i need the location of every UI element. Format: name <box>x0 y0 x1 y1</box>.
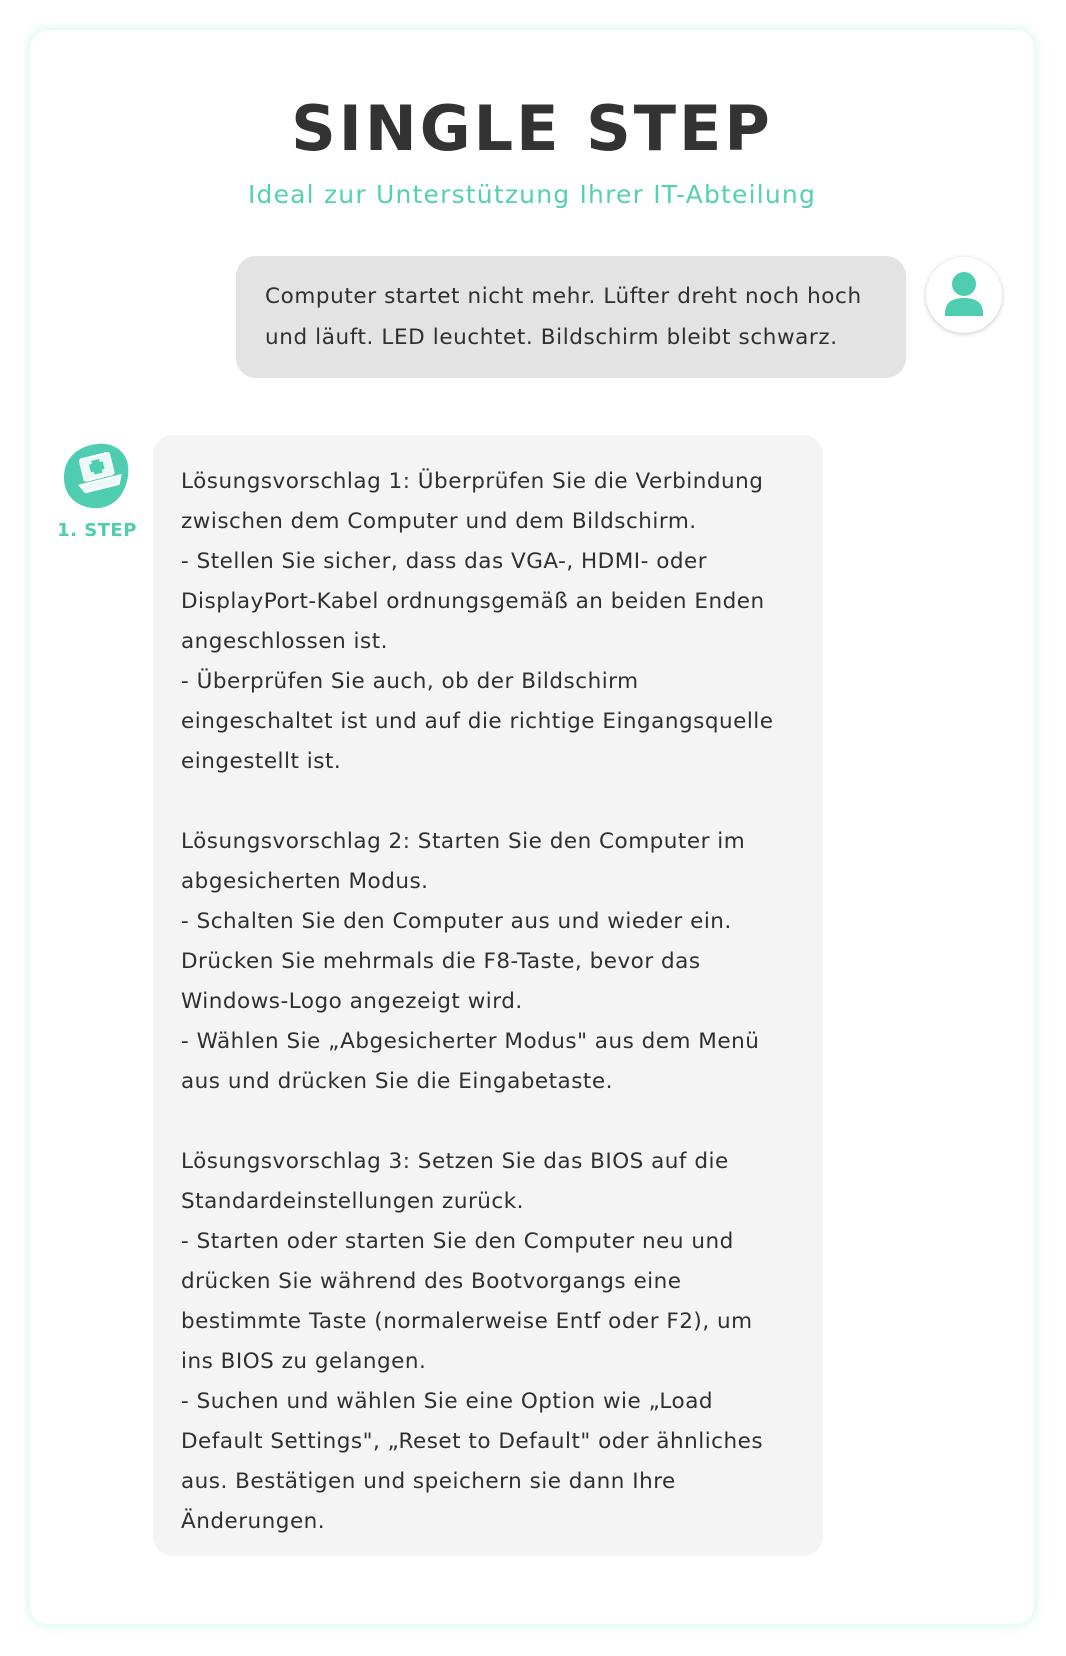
chat-card <box>30 30 1034 1624</box>
page-subtitle: Ideal zur Unterstützung Ihrer IT-Abteilung <box>247 180 817 209</box>
page-title: SINGLE STEP <box>291 92 773 165</box>
step-label: 1. STEP <box>57 520 137 541</box>
user-avatar <box>926 257 1002 333</box>
user-silhouette-icon <box>926 257 1002 333</box>
bot-message-bubble: Lösungsvorschlag 1: Überprüfen Sie die Verbindung zwischen dem Computer und dem Bildschirm. - Stellen Sie sicher, dass das VGA-, HDMI- oder DisplayPort-Kabel ordnungsgemäß an beiden Enden angeschlossen ist. - Überprüfen Sie auch, ob der Bildschirm eingeschaltet ist und auf die richtige Eingangsquelle eingestellt ist. Lösungsvorschlag 2: Starten Sie den Computer im abgesicherten Modus. - Schalten Sie den Computer aus und wieder ein. Drücken Sie mehrmals die F8-Taste, bevor das Windows-Logo angezeigt wird. - Wählen Sie „Abgesicherter Modus" aus dem Menü aus und drücken Sie die Eingabetaste. Lösungsvorschlag 3: Setzen Sie das BIOS auf die Standardeinstellungen zurück. - Starten oder starten Sie den Computer neu und drücken Sie während des Bootvorgangs eine bestimmte Taste (normalerweise Entf oder F2), um ins BIOS zu gelangen. - Suchen und wählen Sie eine Option wie „Load Default Settings", „Reset to Default" oder ähnliches aus. Bestätigen und speichern sie dann Ihre Änderungen. <box>153 435 823 1556</box>
user-message-bubble: Computer startet nicht mehr. Lüfter dreht noch hoch und läuft. LED leuchtet. Bildschirm bleibt schwarz. <box>236 256 906 378</box>
laptop-repair-icon <box>61 440 133 512</box>
